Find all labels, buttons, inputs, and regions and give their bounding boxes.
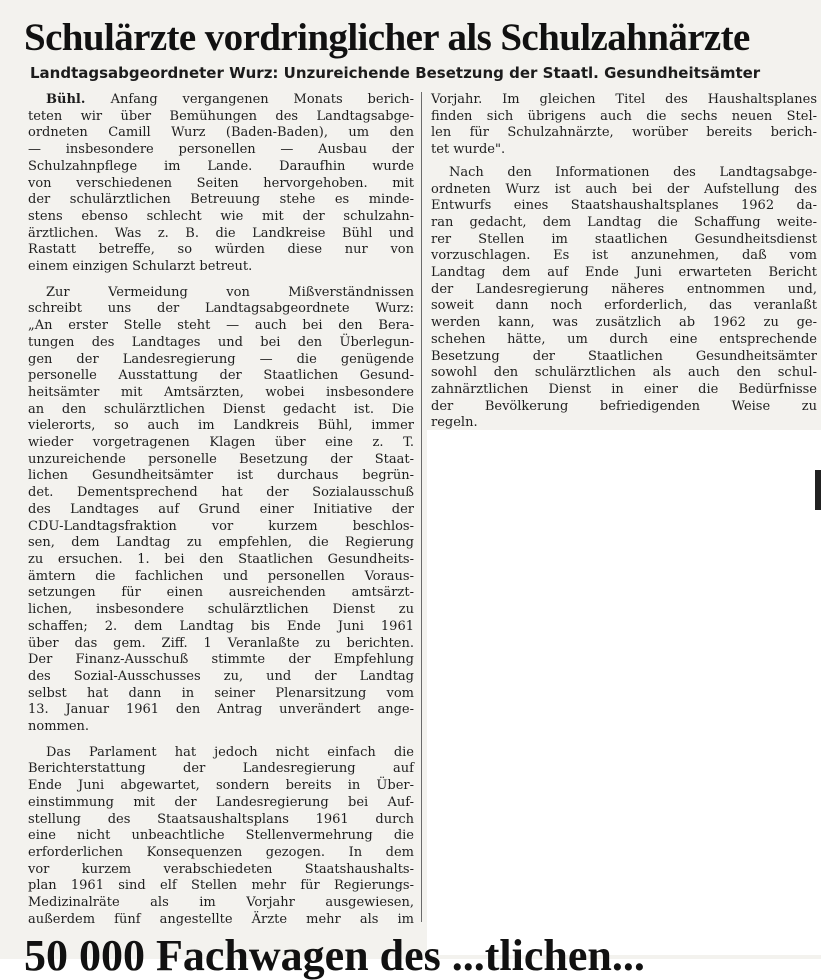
text-line: teten wir über Bemühungen des Landtagsabge- bbox=[28, 108, 414, 124]
text-line: Vorjahr. Im gleichen Titel des Haushaltsplanes bbox=[431, 92, 817, 107]
text-line: sen, dem Landtag zu empfehlen, die Regierung bbox=[28, 535, 414, 551]
text-line: einstimmung mit der Landesregierung bei Auf- bbox=[28, 794, 414, 810]
text-line: Zur Vermeidung von Mißverständnissen bbox=[46, 284, 414, 300]
text-line-content: Anfang vergangenen Monats berich- bbox=[110, 92, 414, 107]
text-line: Nach den Informationen des Landtagsabge- bbox=[449, 164, 817, 180]
text-line: rer Stellen im staatlichen Gesundheitsdienst bbox=[431, 231, 817, 247]
text-line: personelle Ausstattung der Staatlichen Gesund- bbox=[28, 368, 414, 384]
text-line: setzungen für einen ausreichenden amtsärzt- bbox=[28, 585, 414, 601]
text-line: der Bevölkerung befriedigenden Weise zu bbox=[431, 398, 817, 414]
text-line: wieder vorgetragenen Klagen über eine z. T. bbox=[28, 435, 414, 451]
text-line: Entwurfs eines Staatshaushaltsplanes 1962 da- bbox=[431, 198, 817, 214]
text-line: stens ebenso schlecht wie mit der schulzahn- bbox=[28, 208, 414, 224]
text-line: ran gedacht, dem Landtag die Schaffung weite- bbox=[431, 214, 817, 230]
text-line: nommen. bbox=[28, 719, 90, 735]
text-line: 13. Januar 1961 den Antrag unverändert ange- bbox=[28, 702, 414, 718]
text-line: plan 1961 sind elf Stellen mehr für Regierungs- bbox=[28, 878, 414, 894]
text-line: erforderlichen Konsequenzen gezogen. In dem bbox=[28, 844, 414, 860]
text-line: zu ersuchen. 1. bei den Staatlichen Gesundheits- bbox=[28, 551, 414, 567]
text-line: Das Parlament hat jedoch nicht einfach die bbox=[46, 744, 414, 760]
text-line: selbst hat dann in seiner Plenarsitzung vom bbox=[28, 685, 414, 701]
text-line: ordneten Wurz ist auch bei der Aufstellung des bbox=[431, 181, 817, 197]
paragraph-1 bbox=[28, 92, 414, 276]
text-line: regeln. bbox=[431, 415, 478, 431]
text-line: eine nicht unbeachtliche Stellenvermehrung die bbox=[28, 828, 414, 844]
text-line: von verschiedenen Seiten hervorgehoben. mit bbox=[28, 175, 414, 191]
text-line: sowohl den schulärztlichen als auch den schul- bbox=[431, 365, 817, 381]
text-line: ärztlichen. Was z. B. die Landkreise Bühl und bbox=[28, 225, 414, 241]
text-line: ämtern die fachlichen und personellen Voraus- bbox=[28, 568, 414, 584]
paragraph-1 bbox=[431, 92, 817, 159]
text-line: über das gem. Ziff. 1 Veranlaßte zu berichten. bbox=[28, 635, 414, 651]
text-line: „An erster Stelle steht — auch bei den Bera- bbox=[28, 318, 414, 334]
text-line: Medizinalräte als im Vorjahr ausgewiesen, bbox=[28, 895, 414, 911]
paragraph-2 bbox=[431, 165, 817, 432]
text-line: — insbesondere personellen — Ausbau der bbox=[28, 142, 414, 158]
next-article-headline: 50 000 Fachwagen des ...tlichen... bbox=[24, 931, 645, 980]
text-line: soweit dann noch erforderlich, das veranlaßt bbox=[431, 298, 817, 314]
text-line: Rastatt betreffe, so würden diese nur von bbox=[28, 242, 414, 258]
column-divider bbox=[421, 92, 422, 922]
paragraph-3 bbox=[28, 745, 414, 929]
left-column bbox=[28, 92, 414, 928]
text-line: CDU-Landtagsfraktion vor kurzem beschlos- bbox=[28, 518, 414, 534]
text-line bbox=[28, 92, 414, 109]
text-line: Schulzahnpflege im Lande. Daraufhin wurde bbox=[28, 158, 414, 174]
scan-edge-mark bbox=[815, 470, 821, 510]
text-line: vor kurzem verabschiedeten Staatshaushalts- bbox=[28, 861, 414, 877]
text-line: Besetzung der Staatlichen Gesundheitsämter bbox=[431, 348, 817, 364]
text-line: des Sozial-Ausschusses zu, und der Landtag bbox=[28, 668, 414, 684]
article-subheadline: Landtagsabgeordneter Wurz: Unzureichende Besetzung der Staatl. Gesundheitsämter bbox=[30, 64, 761, 82]
text-line: ordneten Camill Wurz (Baden-Baden), um den bbox=[28, 125, 414, 141]
text-line: Der Finanz-Ausschuß stimmte der Empfehlung bbox=[28, 652, 414, 668]
text-line: lichen, insbesondere schulärztlichen Dienst zu bbox=[28, 602, 414, 618]
paragraph-2 bbox=[28, 285, 414, 736]
text-line: Ende Juni abgewartet, sondern bereits in Über- bbox=[28, 778, 414, 794]
text-line: des Landtages auf Grund einer Initiative der bbox=[28, 501, 414, 517]
text-line: tet wurde". bbox=[431, 142, 506, 158]
text-line: unzureichende personelle Besetzung der Staat- bbox=[28, 451, 414, 467]
text-line: Landtag dem auf Ende Juni erwarteten Bericht bbox=[431, 265, 817, 281]
text-line: vorzuschlagen. Es ist anzunehmen, daß vom bbox=[431, 248, 817, 264]
text-line: an den schulärztlichen Dienst gedacht ist. Die bbox=[28, 401, 414, 417]
text-line: werden kann, was zusätzlich ab 1962 zu ge- bbox=[431, 315, 817, 331]
text-line: einem einzigen Schularzt betreut. bbox=[28, 259, 253, 275]
right-column bbox=[431, 92, 817, 432]
text-line: tungen des Landtages und bei den Überlegun- bbox=[28, 334, 414, 350]
blank-area bbox=[427, 430, 821, 955]
text-line: gen der Landesregierung — die genügende bbox=[28, 351, 414, 367]
text-line: zahnärztlichen Dienst in einer die Bedürfnisse bbox=[431, 381, 817, 397]
text-line: außerdem fünf angestellte Ärzte mehr als im bbox=[28, 911, 414, 927]
text-line: stellung des Staatsaushaltsplans 1961 durch bbox=[28, 811, 414, 827]
dateline: Bühl. bbox=[46, 92, 111, 107]
text-line: der Landesregierung näheres entnommen und, bbox=[431, 281, 817, 297]
text-line: schehen hätte, um durch eine entsprechende bbox=[431, 331, 817, 347]
text-line: det. Dementsprechend hat der Sozialausschuß bbox=[28, 485, 414, 501]
text-line: schreibt uns der Landtagsabgeordnete Wurz: bbox=[28, 301, 414, 317]
text-line: len für Schulzahnärzte, worüber bereits berich- bbox=[431, 125, 817, 141]
text-line: heitsämter mit Amtsärzten, wobei insbesondere bbox=[28, 384, 414, 400]
text-line: schaffen; 2. dem Landtag bis Ende Juni 1961 bbox=[28, 618, 414, 634]
text-line: Berichterstattung der Landesregierung auf bbox=[28, 761, 414, 777]
text-line: vielerorts, so auch im Landkreis Bühl, immer bbox=[28, 418, 414, 434]
article-headline: Schulärzte vordringlicher als Schulzahnärzte bbox=[24, 16, 750, 59]
text-line: finden sich übrigens auch die sechs neuen Stel- bbox=[431, 108, 817, 124]
text-line: lichen Gesundheitsämter ist durchaus begrün- bbox=[28, 468, 414, 484]
text-line: der schulärztlichen Betreuung stehe es minde- bbox=[28, 192, 414, 208]
